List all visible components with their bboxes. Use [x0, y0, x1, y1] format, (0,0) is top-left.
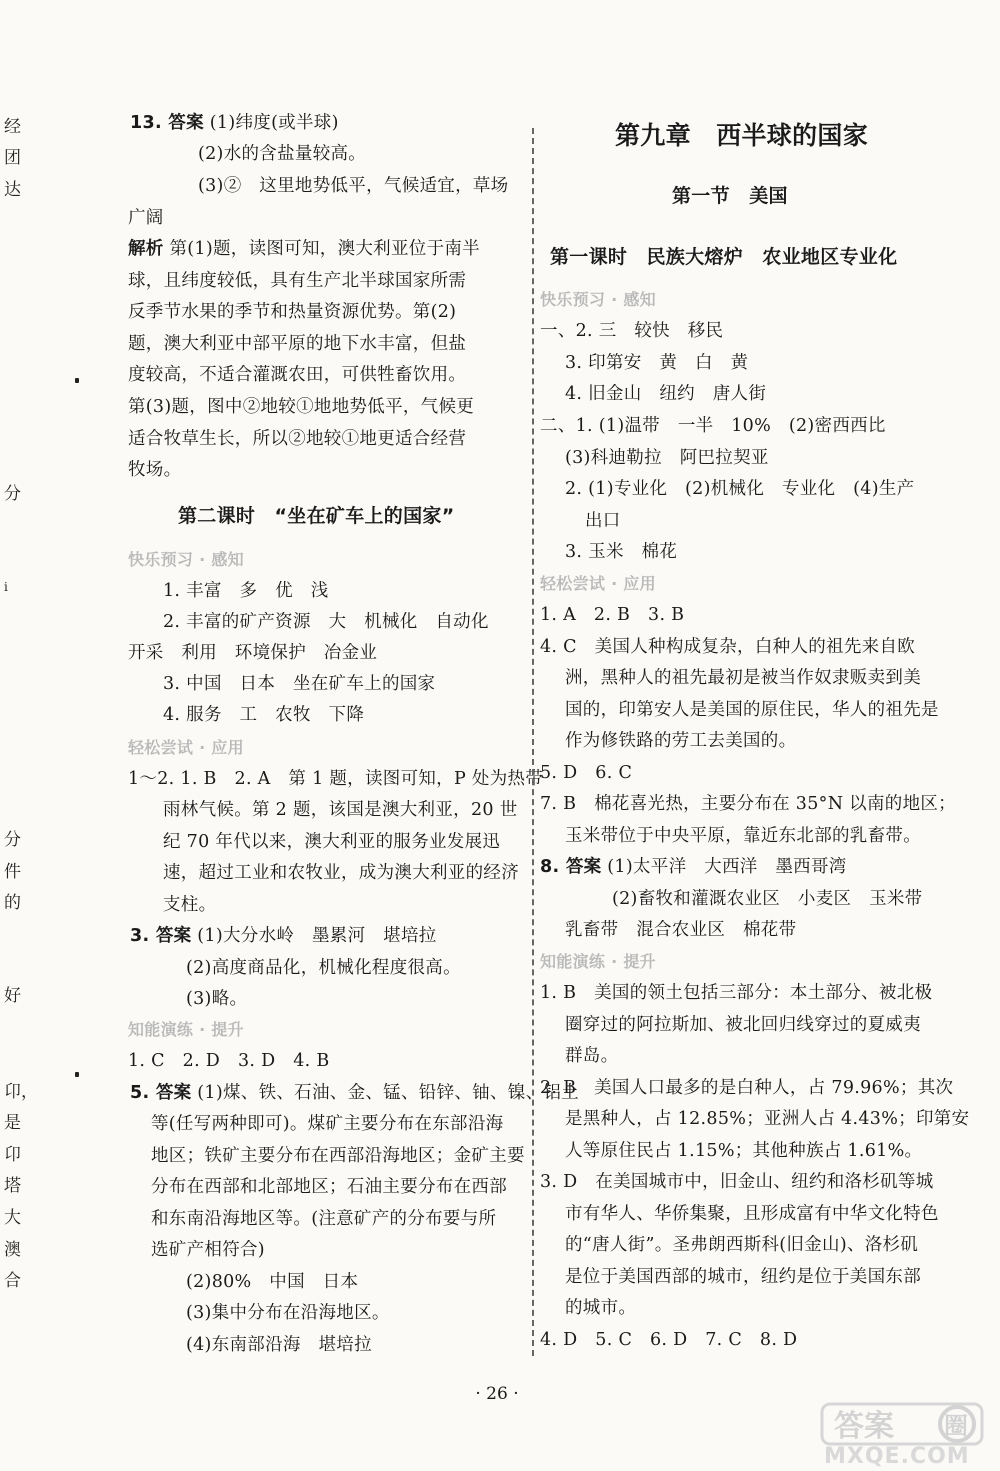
try-q12-line: 支柱。: [163, 895, 217, 915]
margin-char: 卬，: [4, 1082, 38, 1102]
section-title: 第一节 美国: [672, 185, 788, 207]
preview-item: 一、2. 三 较快 移民: [540, 321, 724, 341]
margin-char: 分: [4, 830, 21, 850]
preview-item: 开采 利用 环境保护 冶金业: [128, 643, 378, 663]
preview-item: 3. 中国 日本 坐在矿车上的国家: [163, 674, 436, 694]
try-q8-line2: (2)畜牧和灌溉农业区 小麦区 玉米带: [612, 889, 923, 909]
try-q12-line: 速，超过工业和农牧业，成为澳大利亚的经济: [163, 863, 519, 883]
drill-q5-line: 分布在西部和北部地区；石油主要分布在西部: [151, 1177, 507, 1197]
try-q4-line: 国的，印第安人是美国的原住民，华人的祖先是: [565, 700, 939, 720]
answer-text: (1)太平洋 大西洋 墨西哥湾: [607, 857, 847, 877]
preview-item: 2. 丰富的矿产资源 大 机械化 自动化: [163, 612, 489, 632]
margin-char: 达: [4, 180, 21, 200]
chapter-title: 第九章 西半球的国家: [615, 121, 869, 150]
drill-q2-line: 是黑种人，占 12.85%；亚洲人占 4.43%；印第安: [565, 1109, 970, 1129]
watermark-logo-icon: [820, 1400, 990, 1446]
answer-label: 13. 答案: [130, 113, 204, 133]
section-header-preview: 快乐预习 · 感知: [540, 290, 656, 309]
margin-char: 团: [4, 148, 21, 168]
try-q7-line: 7. B 棉花喜光热，主要分布在 35°N 以南的地区；: [540, 794, 956, 814]
margin-char: i: [4, 580, 8, 594]
lesson1-title: 第一课时 民族大熔炉 农业地区专业化: [550, 246, 898, 268]
watermark: [820, 1400, 996, 1469]
try-q56: 5. D 6. C: [540, 763, 633, 783]
answer-text: (1)大分水岭 墨累河 堪培拉: [197, 926, 437, 946]
answer-text: (1)纬度(或半球): [209, 113, 339, 133]
drill-q5-line: (4)东南部沿海 堪培拉: [186, 1335, 372, 1355]
drill-q3-line: 的城市。: [565, 1298, 637, 1318]
svg-text:答案: 答案: [834, 1409, 894, 1444]
drill-q5-line: (2)80% 中国 日本: [186, 1272, 359, 1292]
drill-q1-line: 圈穿过的阿拉斯加、被北回归线穿过的夏威夷: [565, 1015, 921, 1035]
drill-q3-line: 市有华人、华侨集聚，且形成富有中华文化特色: [565, 1204, 939, 1224]
section-header-drill: 知能演练 · 提升: [128, 1020, 244, 1039]
try-q8-line1: [540, 852, 847, 882]
drill-q5-line: 选矿产相符合): [151, 1240, 265, 1260]
analysis-line: 球，且纬度较低，具有生产北半球国家所需: [128, 271, 467, 291]
try-q3-line2: (2)高度商品化，机械化程度很高。: [186, 958, 461, 978]
analysis-text: 第(1)题，读图可知，澳大利亚位于南半: [169, 239, 480, 259]
lesson2-title: 第二课时 “坐在矿车上的国家”: [178, 505, 455, 527]
q13-line2: (2)水的含盐量较高。: [198, 144, 367, 164]
margin-char: 的: [4, 893, 21, 913]
analysis-line: 题，澳大利亚中部平原的地下水丰富，但盐: [128, 334, 467, 354]
margin-char: 是: [4, 1113, 21, 1133]
preview-item: 2. (1)专业化 (2)机械化 专业化 (4)生产: [565, 479, 915, 499]
section-header-preview: 快乐预习 · 感知: [128, 550, 244, 569]
try-q4-line: 4. C 美国人种构成复杂，白种人的祖先来自欧: [540, 637, 916, 657]
analysis-line: 第(3)题，图中②地较①地地势低平，气候更: [128, 397, 475, 417]
preview-item: 1. 丰富 多 优 浅: [163, 581, 329, 601]
answer-label: 5. 答案: [130, 1083, 192, 1103]
analysis-line: 牧场。: [128, 460, 182, 480]
drill-q14: 1. C 2. D 3. D 4. B: [128, 1051, 330, 1071]
drill-q5-line: (3)集中分布在沿海地区。: [186, 1303, 390, 1323]
column-divider: [532, 128, 534, 1356]
preview-item: 3. 玉米 棉花: [565, 542, 678, 562]
try-q12-line: 1～2. 1. B 2. A 第 1 题，读图可知，P 处为热带: [128, 769, 544, 789]
q13-line4: 广阔: [128, 208, 164, 228]
try-q4-line: 洲，黑种人的祖先最初是被当作奴隶贩卖到美: [565, 668, 921, 688]
margin-char: 分: [4, 484, 21, 504]
margin-char: 件: [4, 862, 21, 882]
watermark-url: MXQE.COM: [824, 1444, 970, 1469]
margin-dot: [75, 378, 79, 383]
preview-item: (3)科迪勒拉 阿巴拉契亚: [565, 448, 769, 468]
drill-q48: 4. D 5. C 6. D 7. C 8. D: [540, 1330, 798, 1350]
q13-line3: (3)② 这里地势低平，气候适宜，草场: [198, 176, 509, 196]
margin-char: 澳: [4, 1240, 21, 1260]
drill-q1-line: 群岛。: [565, 1046, 619, 1066]
try-q12-line: 纪 70 年代以来，澳大利亚的服务业发展迅: [163, 832, 501, 852]
preview-item: 4. 服务 工 农牧 下降: [163, 705, 365, 725]
drill-q5-line: 和东南沿海地区等。(注意矿产的分布要与所: [151, 1209, 497, 1229]
analysis-label: 解析: [128, 239, 164, 259]
drill-q2-line: 2. B 美国人口最多的是白种人，占 79.96%；其次: [540, 1078, 954, 1098]
margin-char: 塔: [4, 1176, 21, 1196]
page-number: · 26 ·: [475, 1384, 519, 1404]
preview-item: 4. 旧金山 纽约 唐人街: [565, 384, 767, 404]
analysis-line: [128, 234, 480, 264]
margin-char: 大: [4, 1208, 21, 1228]
drill-q3-line: 是位于美国西部的城市，纽约是位于美国东部: [565, 1267, 921, 1287]
drill-q5-line: 地区；铁矿主要分布在西部沿海地区；金矿主要: [151, 1146, 525, 1166]
section-header-drill: 知能演练 · 提升: [540, 952, 656, 971]
drill-q5-line: [130, 1078, 579, 1108]
preview-item: 二、1. (1)温带 一半 10% (2)密西西比: [540, 416, 886, 436]
section-header-try: 轻松尝试 · 应用: [540, 574, 656, 593]
svg-text:圈: 圈: [944, 1412, 968, 1440]
preview-item: 出口: [585, 511, 621, 531]
try-q7-line: 玉米带位于中央平原，靠近东北部的乳畜带。: [565, 826, 921, 846]
preview-item: 3. 印第安 黄 白 黄: [565, 353, 749, 373]
margin-char: 卬: [4, 1145, 21, 1165]
section-header-try: 轻松尝试 · 应用: [128, 738, 244, 757]
try-q3-line3: (3)略。: [186, 989, 248, 1009]
answer-label: 8. 答案: [540, 857, 602, 877]
answer-text: (1)煤、铁、石油、金、锰、铅锌、铀、镍、铝土: [197, 1083, 579, 1103]
drill-q1-line: 1. B 美国的领土包括三部分：本土部分、被北极: [540, 983, 933, 1003]
margin-char: 好: [4, 986, 21, 1006]
margin-dot: [75, 1072, 79, 1077]
drill-q2-line: 人等原住民占 1.15%；其他种族占 1.61%。: [565, 1141, 923, 1161]
margin-char: 经: [4, 117, 21, 137]
drill-q5-line: 等(任写两种即可)。煤矿主要分布在东部沿海: [151, 1114, 504, 1134]
analysis-line: 度较高，不适合灌溉农田，可供牲畜饮用。: [128, 365, 467, 385]
answer-label: 3. 答案: [130, 926, 192, 946]
try-q3-line1: [130, 921, 437, 951]
margin-char: 合: [4, 1271, 21, 1291]
analysis-line: 适合牧草生长，所以②地较①地更适合经营: [128, 429, 467, 449]
drill-q3-line: 3. D 在美国城市中，旧金山、纽约和洛杉矶等城: [540, 1172, 934, 1192]
q13-line1: [130, 108, 339, 138]
drill-q3-line: 的“唐人街”。圣弗朗西斯科(旧金山)、洛杉矶: [565, 1235, 919, 1255]
try-q12-line: 雨林气候。第 2 题，该国是澳大利亚，20 世: [163, 800, 518, 820]
analysis-line: 反季节水果的季节和热量资源优势。第(2): [128, 302, 457, 322]
try-q8-line3: 乳畜带 混合农业区 棉花带: [565, 920, 797, 940]
try-q4-line: 作为修铁路的劳工去美国的。: [565, 731, 797, 751]
try-q13: 1. A 2. B 3. B: [540, 605, 685, 625]
